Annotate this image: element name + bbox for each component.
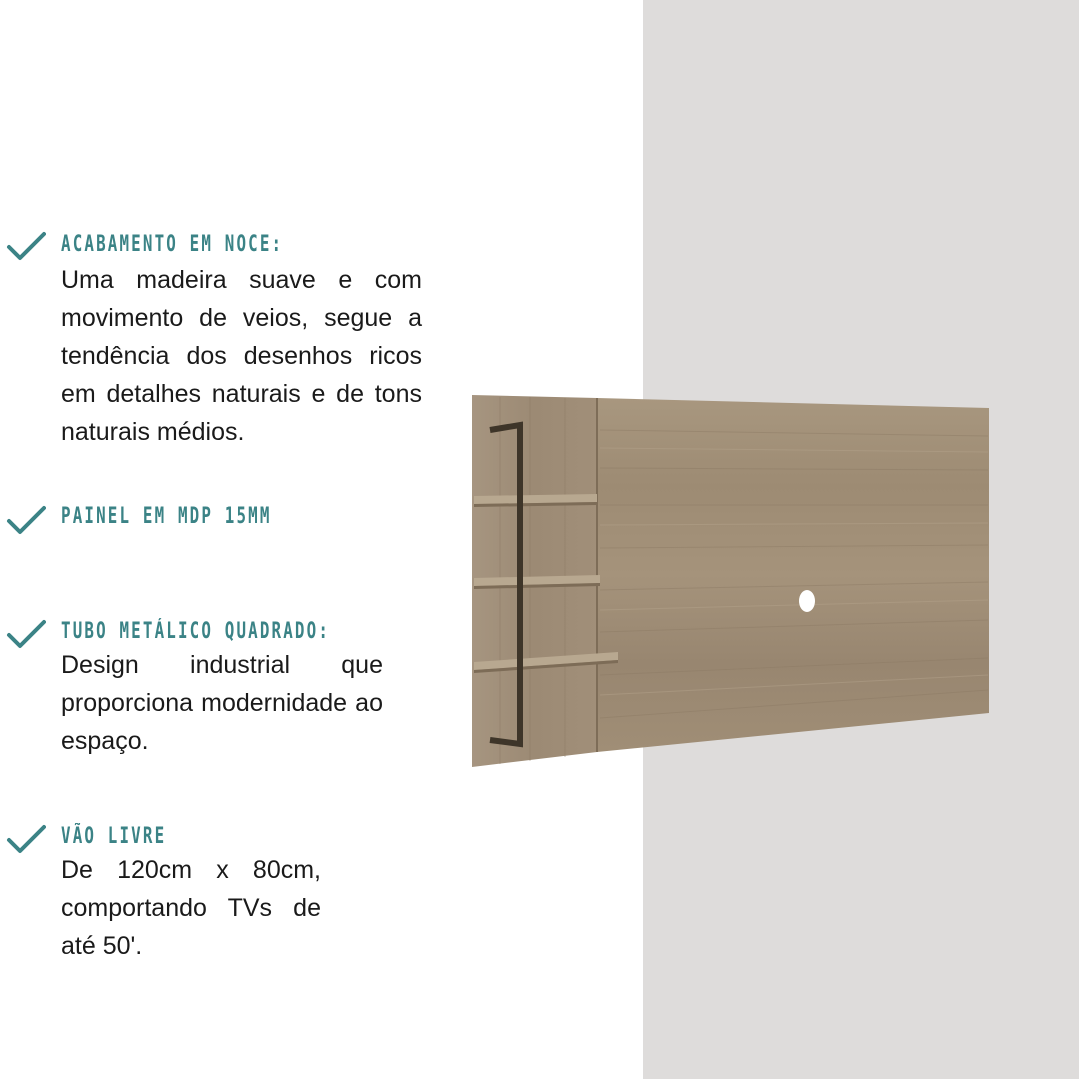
shelf	[474, 494, 597, 507]
feature-title: TUBO METÁLICO QUADRADO:	[61, 619, 331, 644]
feature-description: De 120cm x 80cm, comportando TVs de até 50'.	[61, 856, 321, 960]
main-board	[597, 398, 989, 752]
feature-description: Uma madeira suave e com movimento de veios, segue a tendência dos desenhos ricos em detalhes naturais e de tons naturais médios.	[61, 266, 422, 446]
feature-title: VÃO LIVRE	[61, 824, 167, 849]
feature-title: PAINEL EM MDP 15MM	[61, 504, 272, 529]
feature-title: ACABAMENTO EM NOCE:	[61, 232, 284, 257]
feature-description: Design industrial que proporciona modernidade ao espaço.	[61, 651, 383, 755]
cable-hole	[799, 590, 815, 612]
